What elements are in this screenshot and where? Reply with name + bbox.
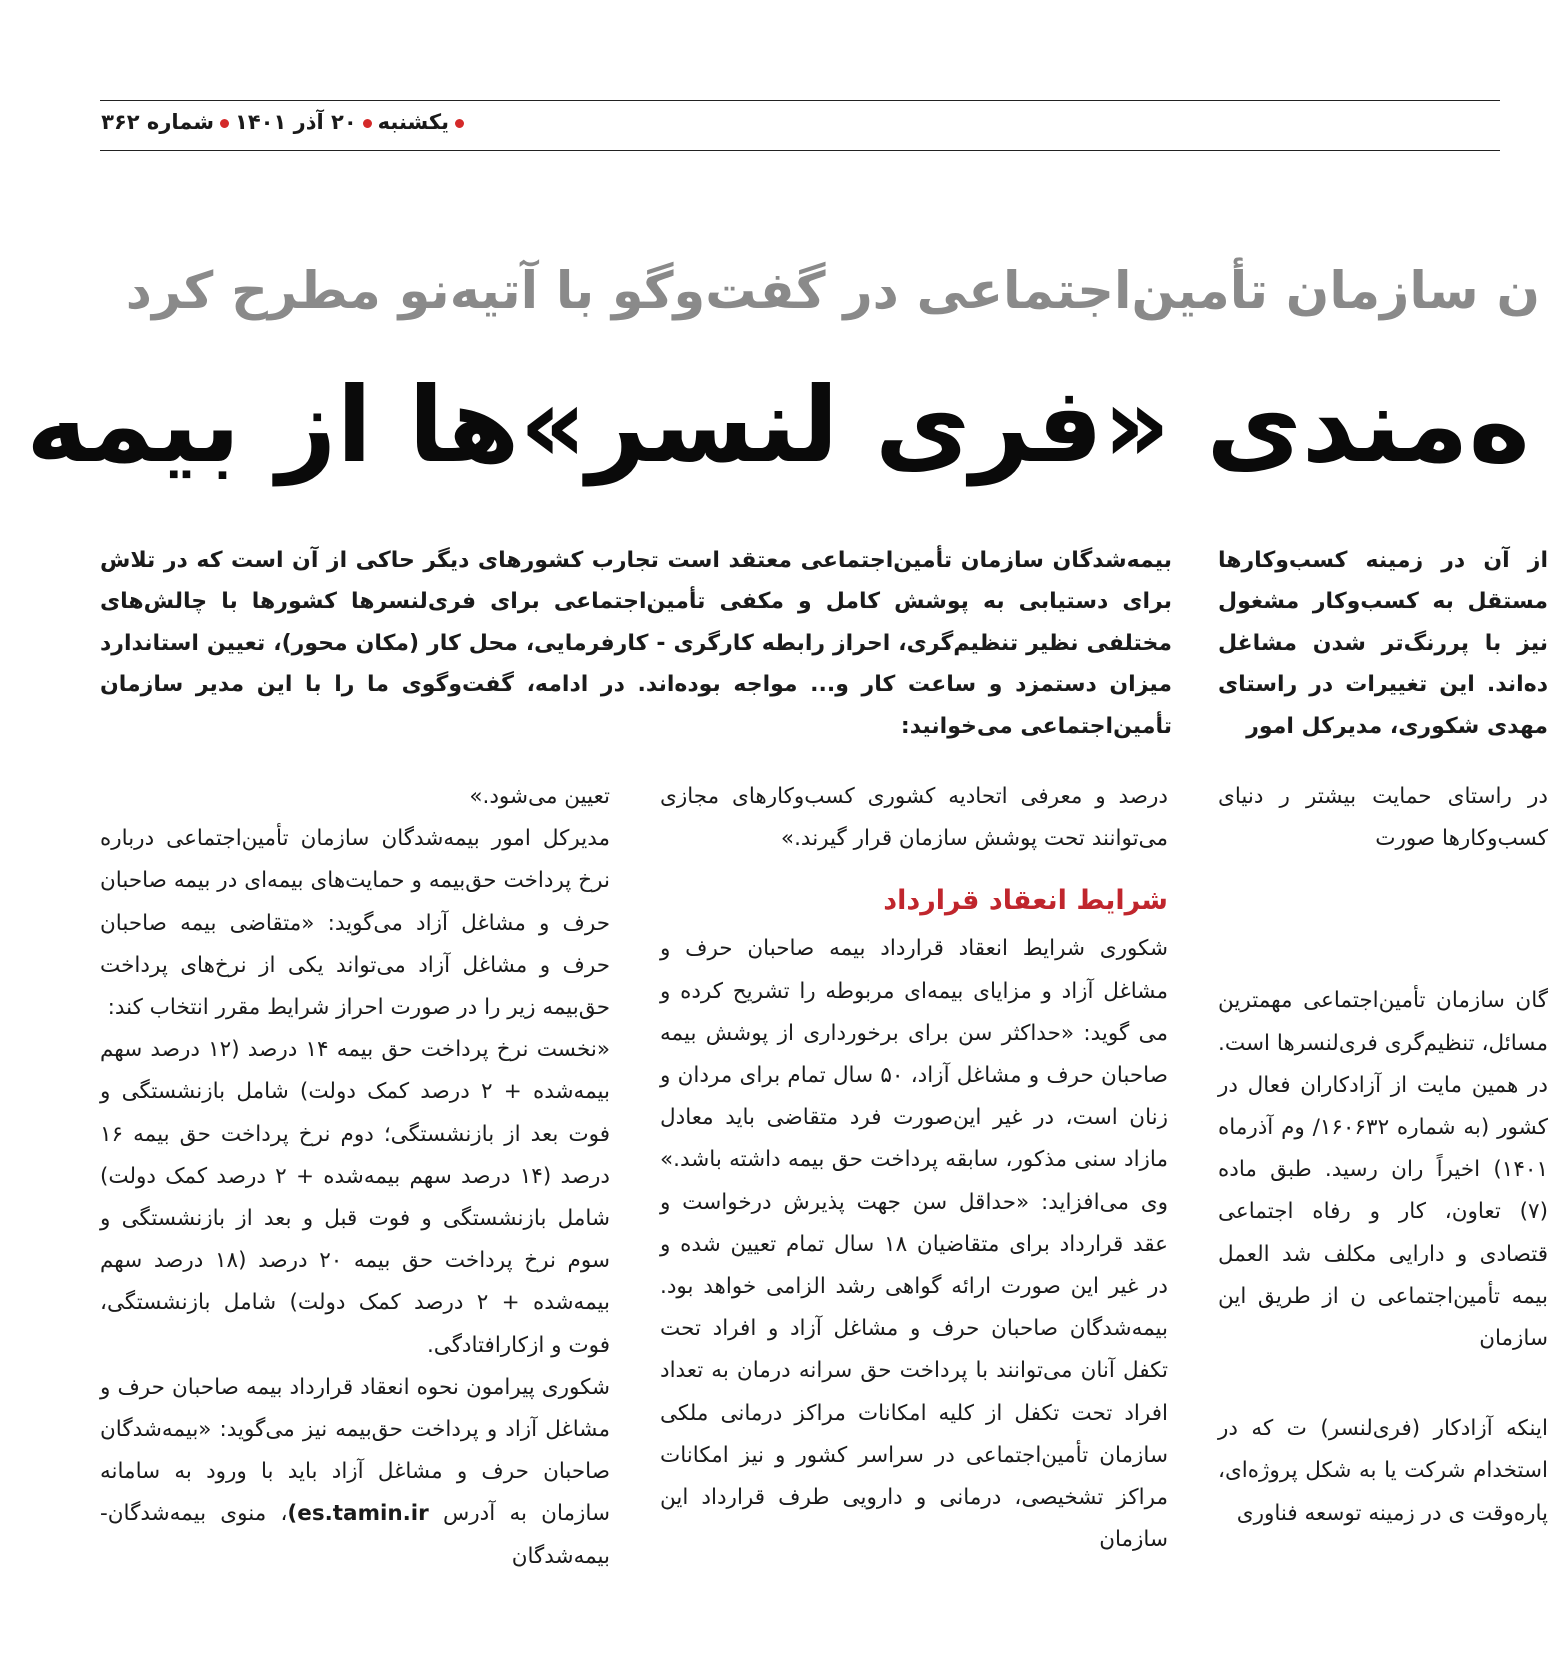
dateline bbox=[100, 110, 470, 134]
dateline-date: ۲۰ آذر ۱۴۰۱ bbox=[235, 110, 357, 134]
top-rule bbox=[100, 100, 1500, 101]
lead-paragraph bbox=[100, 540, 1172, 750]
column-right bbox=[1218, 776, 1548, 1670]
website-url[interactable]: (es.tamin.ir bbox=[287, 1501, 429, 1527]
col-right-p2: گان سازمان تأمین‌اجتماعی مهمترین مسائل، تنظیم‌گری فری‌لنسرها است. در همین مایت از آزادکاران فعال در کشور (به شماره ۱۶۰۶۳۲/ وم آذرماه ۱۴۰۱) اخیراً ران رسید. طبق ماده (۷) تعاون، کار و رفاه اجتماعی قتصادی و دارایی مکلف شد العمل بیمه تأمین‌اجتماعی ن از طریق این سازمان bbox=[1218, 988, 1548, 1352]
col-right-p3: اینکه آزادکار (فری‌لنسر) ت که در استخدام شرکت یا به شکل پروژه‌ای، پاره‌وقت ی در زمینه توسعه فناوری bbox=[1218, 1416, 1548, 1526]
lead-right-fragment bbox=[1218, 540, 1548, 750]
column-middle bbox=[660, 776, 1168, 1670]
col-left-p4 bbox=[100, 1367, 610, 1578]
lead-right-text: از آن در زمینه کسب‌وکارها مستقل به کسب‌وکار مشغول نیز با پررنگ‌تر شدن مشاغل ده‌اند. این تغییرات در راستای مهدی شکوری، مدیرکل امور bbox=[1218, 548, 1548, 739]
col-left-p3: «نخست نرخ پرداخت حق بیمه ۱۴ درصد (۱۲ درصد سهم بیمه‌شده + ۲ درصد کمک دولت) شامل بازنشستگی و فوت بعد از بازنشستگی؛ دوم نرخ پرداخت حق بیمه ۱۶ درصد (۱۴ درصد سهم بیمه‌شده + ۲ درصد کمک دولت) شامل بازنشستگی و فوت قبل و بعد از بازنشستگی و سوم نرخ پرداخت حق بیمه ۲۰ درصد (۱۸ درصد سهم بیمه‌شده + ۲ درصد کمک دولت) شامل بازنشستگی، فوت و ازکارافتادگی. bbox=[100, 1037, 610, 1358]
col-middle-p2: شکوری شرایط انعقاد قرارداد بیمه صاحبان حرف و مشاغل آزاد و مزایای بیمه‌ای مربوطه را تشریح کرده و می گوید: «حداکثر سن برای برخورداری از پوشش بیمه صاحبان حرف و مشاغل آزاد، ۵۰ سال تمام برای مردان و زنان است، در غیر این‌صورت فرد متقاضی باید معادل مازاد سنی مذکور، سابقه پرداخت حق بیمه داشته باشد.» وی می‌افزاید: «حداقل سن جهت پذیرش درخواست و عقد قرارداد برای متقاضیان ۱۸ سال تمام تعیین شده و در غیر این صورت ارائه گواهی رشد الزامی خواهد بود. بیمه‌شدگان صاحبان حرف و مشاغل آزاد و افراد تحت تکفل آنان می‌توانند با پرداخت حق سرانه درمان به تعداد افراد تحت تکفل از کلیه امکانات مراکز درمانی ملکی سازمان تأمین‌اجتماعی در سراسر کشور و نیز امکانات مراکز تشخیصی، درمانی و دارویی طرف قرارداد این سازمان bbox=[660, 936, 1169, 1553]
lead-text: بیمه‌شدگان سازمان تأمین‌اجتماعی معتقد است تجارب کشورهای دیگر حاکی از آن است که در تلاش برای دستیابی به پوشش کامل و مکفی تأمین‌اجتماعی برای فری‌لنسرها کشورها با چالش‌های مختلفی نظیر تنظیم‌گری، احراز رابطه کارگری - کارفرمایی، محل کار (مکان محور)، تعیین استاندارد میزان دستمزد و ساعت کار و... مواجه بوده‌اند. در ادامه، گفت‌وگوی ما را با این مدیر سازمان تأمین‌اجتماعی می‌خوانید: bbox=[100, 548, 1172, 739]
column-left bbox=[100, 776, 610, 1670]
header-rule bbox=[100, 150, 1500, 151]
bullet-dot-icon bbox=[455, 119, 464, 128]
bullet-dot-icon bbox=[220, 119, 229, 128]
col-left-p2: مدیرکل امور بیمه‌شدگان سازمان تأمین‌اجتماعی درباره نرخ پرداخت حق‌بیمه و حمایت‌های بیمه‌ای در بیمه صاحبان حرف و مشاغل آزاد می‌گوید: «متقاضی بیمه صاحبان حرف و مشاغل آزاد می‌تواند یکی از نرخ‌های پرداخت حق‌بیمه زیر را در صورت احراز شرایط مقرر انتخاب کند: bbox=[100, 826, 610, 1021]
section-subhead: شرایط انعقاد قرارداد bbox=[883, 885, 1168, 917]
col-left-p4-text: شکوری پیرامون نحوه انعقاد قرارداد بیمه صاحبان حرف و مشاغل آزاد و پرداخت حق‌بیمه نیز می‌گوید: «بیمه‌شدگان صاحبان حرف و مشاغل آزاد باید با ورود به سامانه سازمان به آدرس bbox=[100, 1374, 610, 1527]
dateline-day: یکشنبه bbox=[377, 110, 449, 134]
col-left-p5-text: ، منوی بیمه‌شدگان- بیمه‌شدگان bbox=[100, 1501, 610, 1569]
kicker: ن سازمان تأمین‌اجتماعی در گفت‌وگو با آتیه‌نو مطرح کرد bbox=[125, 262, 1540, 321]
col-middle-p1: درصد و معرفی اتحادیه کشوری کسب‌وکارهای مجازی می‌توانند تحت پوشش سازمان قرار گیرند.» bbox=[660, 784, 1168, 852]
bullet-dot-icon bbox=[363, 119, 372, 128]
col-left-p1: تعیین می‌شود.» bbox=[469, 784, 610, 809]
headline: ه‌مندی «فری لنسر»ها از بیمه bbox=[26, 364, 1530, 486]
col-right-p1: در راستای حمایت بیشتر ر دنیای کسب‌وکارها صورت bbox=[1218, 784, 1548, 852]
dateline-issue: شماره ۳۶۲ bbox=[101, 110, 215, 134]
